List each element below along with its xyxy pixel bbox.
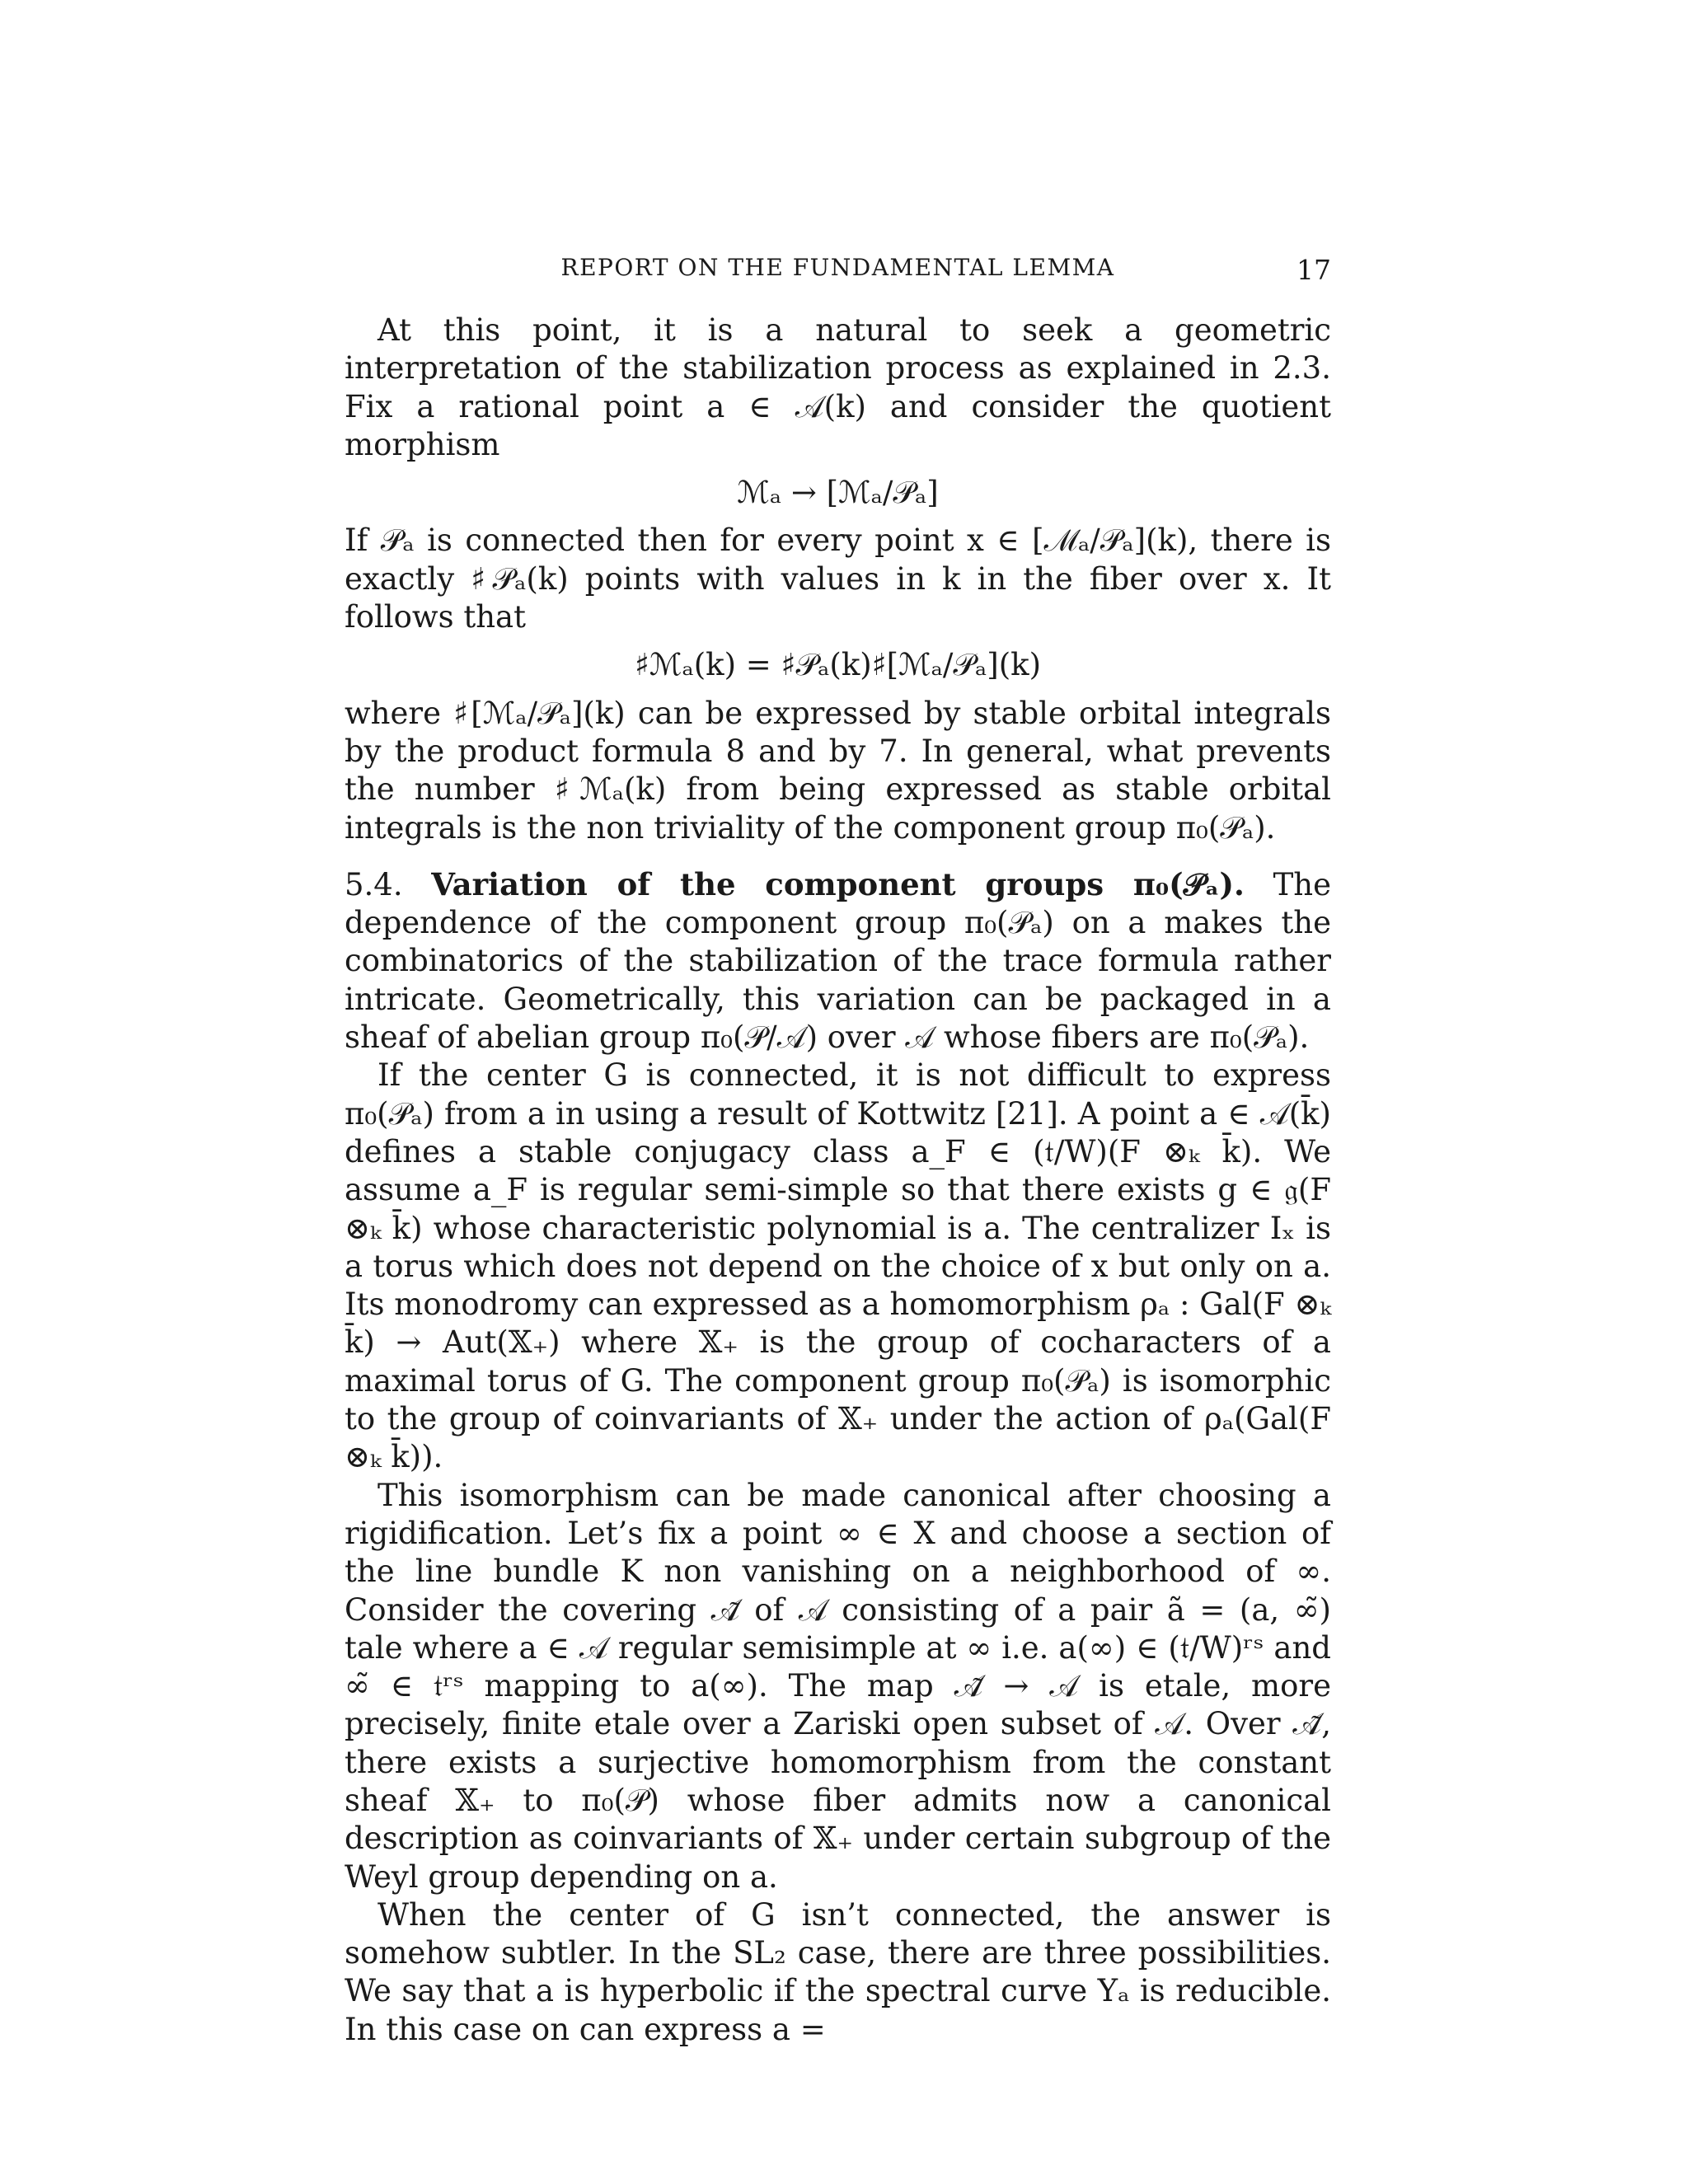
running-header (345, 254, 1331, 290)
section-number: 5.4. (345, 866, 403, 902)
paragraph-fiber-count: If 𝒫ₐ is connected then for every point x ∈ [ℳₐ/𝒫ₐ](k), there is exactly ♯𝒫ₐ(k) points with values in k in the fiber over x. It follows that (345, 523, 1331, 635)
section-5-4 (345, 865, 1331, 1057)
header-title: REPORT ON THE FUNDAMENTAL LEMMA (560, 254, 1115, 281)
section-title: Variation of the component groups π₀(𝒫ₐ). (431, 865, 1245, 902)
paragraph-connected-center: If the center G is connected, it is not difficult to express π₀(𝒫ₐ) from a in using a result of Kottwitz [21]. A point a ∈ 𝒜(k̄) defines a stable conjugacy class a_F ∈ (𝔱/W)(F ⊗ₖ k̄). We assume a_F is regular semi-simple so that there exists g ∈ 𝔤(F ⊗ₖ k̄) whose characteristic polynomial is a. The centralizer Iₓ is a torus which does not depend on the choice of x but only on a. Its monodromy can expressed as a homomorphism ρₐ : Gal(F ⊗ₖ k̄) → Aut(𝕏₊) where 𝕏₊ is the group of cocharacters of a maximal torus of G. The component group π₀(𝒫ₐ) is isomorphic to the group of coinvariants of 𝕏₊ under the action of ρₐ(Gal(F ⊗ₖ k̄)). (345, 1057, 1331, 1475)
equation-quotient-morphism: ℳₐ → [ℳₐ/𝒫ₐ] (737, 475, 939, 511)
paragraph-nonconnected-center: When the center of G isn’t connected, the answer is somehow subtler. In the SL₂ case, there are three possibilities. We say that a is hyperbolic if the spectral curve Yₐ is reducible. In this case on can express a = (345, 1896, 1331, 2047)
paragraph-intro: At this point, it is a natural to seek a geometric interpretation of the stabilization process as explained in 2.3. Fix a rational point a ∈ 𝒜(k) and consider the quotient morphism (345, 312, 1331, 462)
paragraph-rigidification: This isomorphism can be made canonical after choosing a rigidification. Let’s fix a point ∞ ∈ X and choose a section of the line bundle K non vanishing on a neighborhood of ∞. Consider the covering 𝒜̃ of 𝒜 consisting of a pair ã = (a, ∞̃) tale where a ∈ 𝒜 regular semisimple at ∞ i.e. a(∞) ∈ (𝔱/W)ʳˢ and ∞̃ ∈ 𝔱ʳˢ mapping to a(∞). The map 𝒜̃ → 𝒜 is etale, more precisely, finite etale over a Zariski open subset of 𝒜. Over 𝒜̃, there exists a surjective homomorphism from the constant sheaf 𝕏₊ to π₀(𝒫) whose fiber admits now a canonical description as coinvariants of 𝕏₊ under certain subgroup of the Weyl group depending on a. (345, 1477, 1331, 1895)
body-text (345, 312, 1331, 2049)
paragraph-stable-orbital: where ♯[ℳₐ/𝒫ₐ](k) can be expressed by stable orbital integrals by the product formula 8 and by 7. In general, what prevents the number ♯ℳₐ(k) from being expressed as stable orbital integrals is the non triviality of the component group π₀(𝒫ₐ). (345, 695, 1331, 846)
page-number: 17 (1296, 254, 1331, 286)
section-text: The dependence of the component group π₀(𝒫ₐ) on a makes the combinatorics of the stabilization of the trace formula rather intricate. Geometrically, this variation can be packaged in a sheaf of abelian group π₀(𝒫/𝒜) over 𝒜 whose fibers are π₀(𝒫ₐ). (345, 866, 1332, 1056)
equation-point-count: ♯ℳₐ(k) = ♯𝒫ₐ(k)♯[ℳₐ/𝒫ₐ](k) (634, 647, 1042, 683)
